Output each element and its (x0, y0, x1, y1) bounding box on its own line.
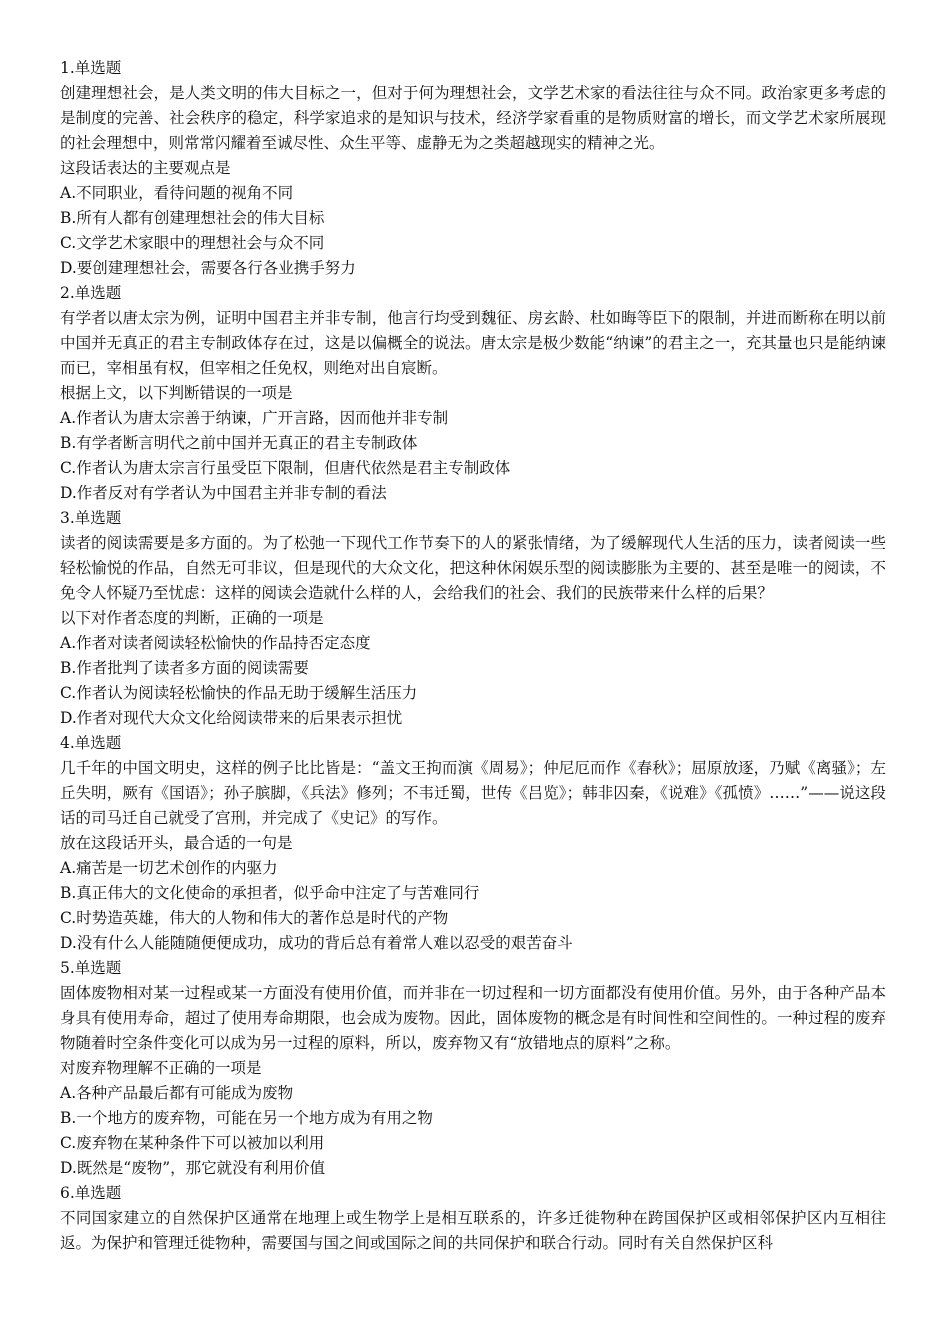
option-c: C.废弃物在某种条件下可以被加以利用 (60, 1134, 325, 1152)
question-paragraph: 有学者以唐太宗为例，证明中国君主并非专制，他言行均受到魏征、房玄龄、杜如晦等臣下的限制，并进而断称在明以前中国并无真正的君主专制政体存在过，这是以偏概全的说法。唐太宗是极少数能“纳谏”的君主之一，充其量也只是能纳谏而已，宰相虽有权，但宰相之任免权，则绝对出自宸断。 (60, 309, 886, 377)
option-b: B.真正伟大的文化使命的承担者，似乎命中注定了与苦难同行 (60, 884, 480, 902)
option-b: B.一个地方的废弃物，可能在另一个地方成为有用之物 (60, 1109, 433, 1127)
option-c: C.作者认为阅读轻松愉快的作品无助于缓解生活压力 (60, 684, 418, 702)
option-a: A.痛苦是一切艺术创作的内驱力 (60, 859, 278, 877)
question-prompt: 这段话表达的主要观点是 (60, 159, 231, 177)
question-header: 5.单选题 (60, 959, 122, 977)
question-header: 2.单选题 (60, 284, 122, 302)
option-a: A.作者认为唐太宗善于纳谏，广开言路，因而他并非专制 (60, 409, 449, 427)
option-c: C.时势造英雄，伟大的人物和伟大的著作总是时代的产物 (60, 909, 449, 927)
option-a: A.作者对读者阅读轻松愉快的作品持否定态度 (60, 634, 371, 652)
option-d: D.作者反对有学者认为中国君主并非专制的看法 (60, 484, 387, 502)
question-1 (60, 56, 886, 281)
question-paragraph: 固体废物相对某一过程或某一方面没有使用价值，而并非在一切过程和一切方面都没有使用价值。另外，由于各种产品本身具有使用寿命，超过了使用寿命期限，也会成为废物。因此，固体废物的概念是有时间性和空间性的。一种过程的废弃物随着时空条件变化可以成为另一过程的原料，所以，废弃物又有“放错地点的原料”之称。 (60, 984, 886, 1052)
question-header: 1.单选题 (60, 59, 122, 77)
question-prompt: 以下对作者态度的判断，正确的一项是 (60, 609, 324, 627)
question-2 (60, 281, 886, 506)
question-prompt: 根据上文，以下判断错误的一项是 (60, 384, 293, 402)
question-6 (60, 1181, 886, 1256)
option-d: D.没有什么人能随随便便成功，成功的背后总有着常人难以忍受的艰苦奋斗 (60, 934, 573, 952)
question-paragraph: 几千年的中国文明史，这样的例子比比皆是：“盖文王拘而演《周易》；仲尼厄而作《春秋》；屈原放逐，乃赋《离骚》；左丘失明，厥有《国语》；孙子膑脚，《兵法》修列；不韦迁蜀，世传《吕览》；韩非囚秦，《说难》《孤愤》……”——说这段话的司马迁自己就受了宫刑，并完成了《史记》的写作。 (60, 759, 886, 827)
document-page (60, 56, 886, 1256)
question-5 (60, 956, 886, 1181)
option-d: D.要创建理想社会，需要各行各业携手努力 (60, 259, 356, 277)
question-header: 3.单选题 (60, 509, 122, 527)
question-4 (60, 731, 886, 956)
question-paragraph: 创建理想社会，是人类文明的伟大目标之一，但对于何为理想社会，文学艺术家的看法往往与众不同。政治家更多考虑的是制度的完善、社会秩序的稳定，科学家追求的是知识与技术，经济学家看重的是物质财富的增长，而文学艺术家所展现的社会理想中，则常常闪耀着至诚尽性、众生平等、虚静无为之类超越现实的精神之光。 (60, 84, 886, 152)
option-d: D.作者对现代大众文化给阅读带来的后果表示担忧 (60, 709, 403, 727)
option-a: A.不同职业，看待问题的视角不同 (60, 184, 294, 202)
question-prompt: 放在这段话开头，最合适的一句是 (60, 834, 293, 852)
question-prompt: 对废弃物理解不正确的一项是 (60, 1059, 262, 1077)
question-3 (60, 506, 886, 731)
option-c: C.文学艺术家眼中的理想社会与众不同 (60, 234, 325, 252)
option-b: B.所有人都有创建理想社会的伟大目标 (60, 209, 325, 227)
question-header: 4.单选题 (60, 734, 122, 752)
option-a: A.各种产品最后都有可能成为废物 (60, 1084, 294, 1102)
option-b: B.作者批判了读者多方面的阅读需要 (60, 659, 309, 677)
option-b: B.有学者断言明代之前中国并无真正的君主专制政体 (60, 434, 418, 452)
question-header: 6.单选题 (60, 1184, 122, 1202)
option-d: D.既然是“废物”，那它就没有利用价值 (60, 1159, 326, 1177)
option-c: C.作者认为唐太宗言行虽受臣下限制，但唐代依然是君主专制政体 (60, 459, 511, 477)
question-paragraph: 不同国家建立的自然保护区通常在地理上或生物学上是相互联系的，许多迁徙物种在跨国保护区或相邻保护区内互相往返。为保护和管理迁徙物种，需要国与国之间或国际之间的共同保护和联合行动。同时有关自然保护区科 (60, 1209, 886, 1252)
question-paragraph: 读者的阅读需要是多方面的。为了松弛一下现代工作节奏下的人的紧张情绪，为了缓解现代人生活的压力，读者阅读一些轻松愉悦的作品，自然无可非议，但是现代的大众文化，把这种休闲娱乐型的阅读膨胀为主要的、甚至是唯一的阅读，不免令人怀疑乃至忧虑：这样的阅读会造就什么样的人，会给我们的社会、我们的民族带来什么样的后果？ (60, 534, 886, 602)
